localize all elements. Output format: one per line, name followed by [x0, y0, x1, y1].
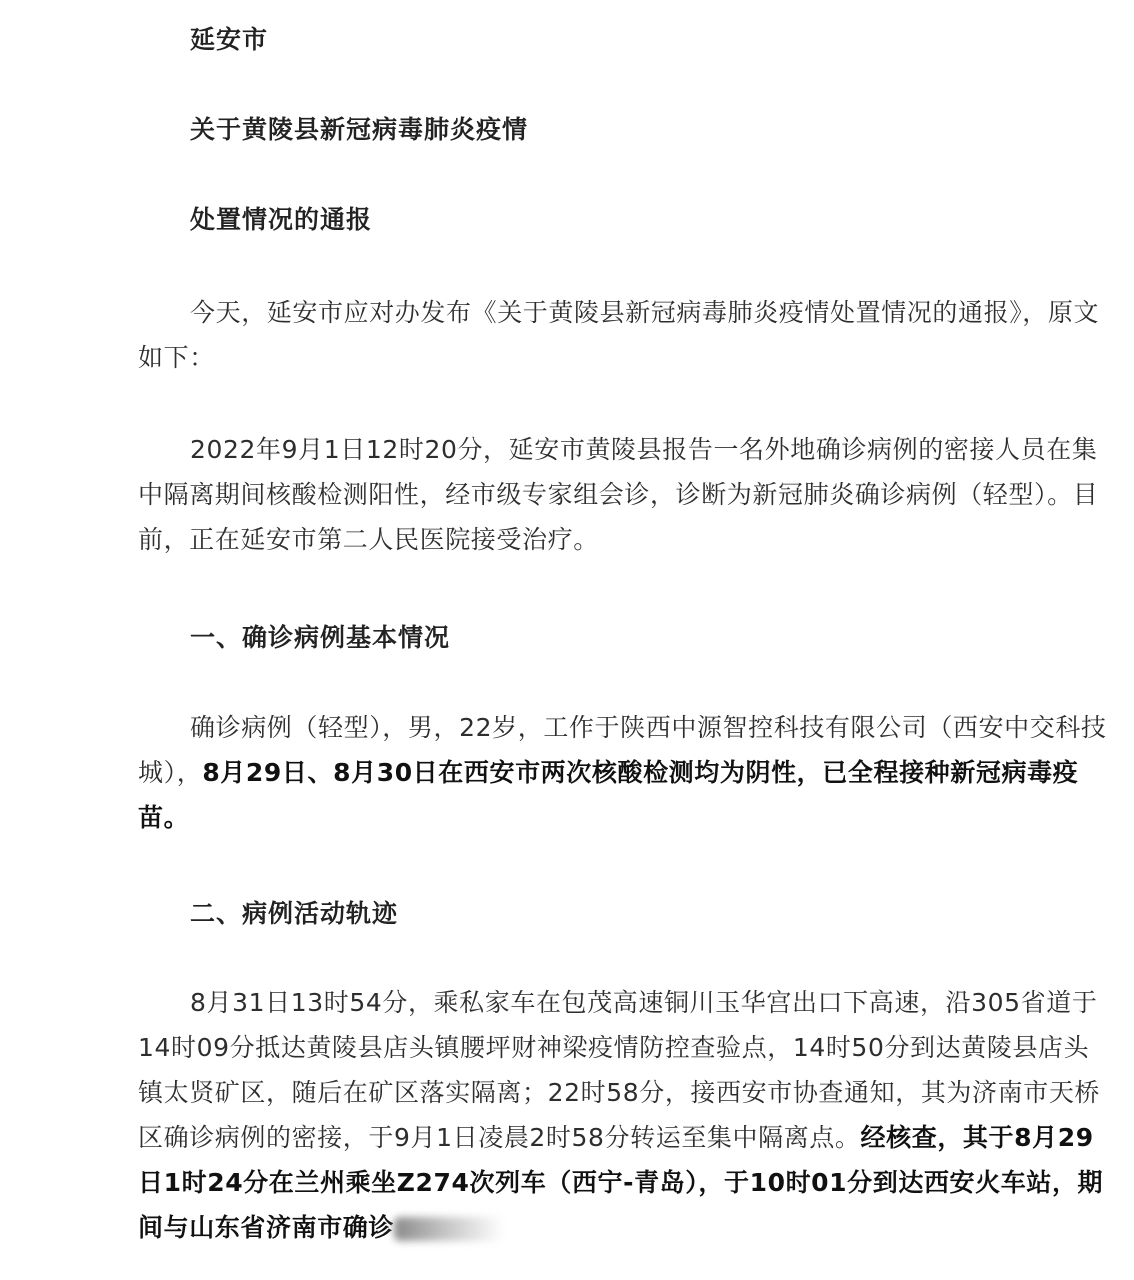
heading-title-line1: 关于黄陵县新冠病毒肺炎疫情 [190, 115, 529, 144]
section1-bold-text: 8月29日、8月30日在西安市两次核酸检测均为阴性，已全程接种新冠病毒疫苗。 [138, 758, 1079, 832]
section2-text: 8月31日13时54分，乘私家车在包茂高速铜川玉华宫出口下高速，沿305省道于14时09分抵达黄陵县店头镇腰坪财神梁疫情防控查验点，14时50分到达黄陵县店头镇太贤矿区，随后在矿区落实隔离；22时58分，接西安市协查通知，其为济南市天桥区确诊病例的密接，于9月1日凌晨2时58分转运至集中隔离点。 [138, 988, 1101, 1152]
section1-heading: 一、确诊病例基本情况 [190, 623, 451, 652]
intro-paragraph: 今天，延安市应对办发布《关于黄陵县新冠病毒肺炎疫情处置情况的通报》，原文如下： [138, 298, 1100, 372]
section2-paragraph [138, 980, 1113, 1250]
section1-text: 确诊病例（轻型），男，22岁，工作于陕西中源智控科技有限公司（西安中交科技城）， [138, 713, 1107, 787]
heading-title-line2: 处置情况的通报 [190, 205, 373, 234]
report-paragraph: 2022年9月1日12时20分，延安市黄陵县报告一名外地确诊病例的密接人员在集中隔离期间核酸检测阳性，经市级专家组会诊，诊断为新冠肺炎确诊病例（轻型）。目前，正在延安市第二人民医院接受治疗。 [138, 435, 1099, 554]
heading-city: 延安市 [190, 25, 269, 54]
section2-heading: 二、病例活动轨迹 [190, 899, 399, 928]
blurred-text-overlay [394, 1217, 504, 1241]
section1-paragraph [138, 705, 1113, 840]
section2-bold-text: 经核查，其于8月29日1时24分在兰州乘坐Z274次列车（西宁-青岛），于10时01分到达西安火车站，期间与山东省济南市确诊 [138, 1123, 1104, 1242]
